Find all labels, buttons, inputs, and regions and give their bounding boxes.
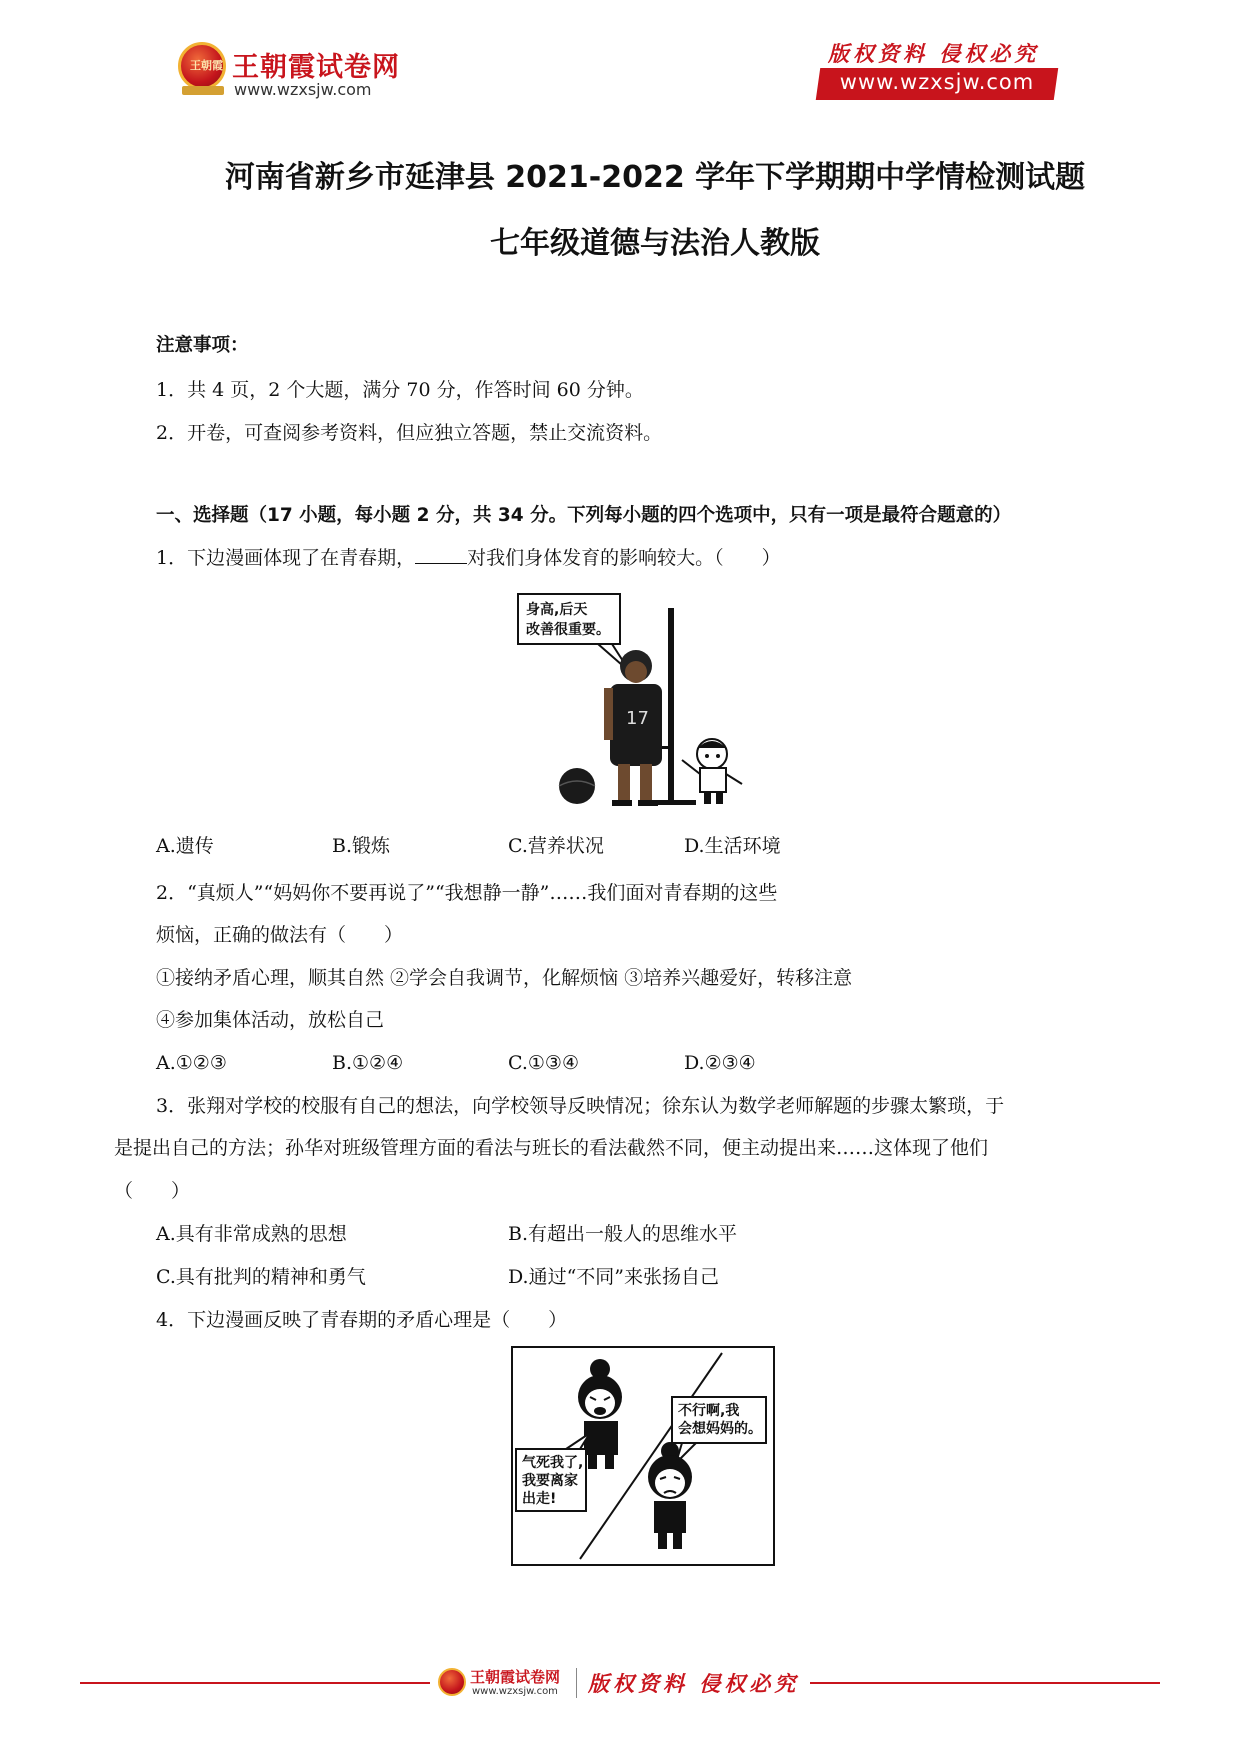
q1-option-a[interactable]: A.遗传 <box>156 835 214 857</box>
question-4-stem: 4．下边漫画反映了青春期的矛盾心理是（ ） <box>156 1309 568 1331</box>
footer-separator <box>576 1668 577 1698</box>
speech-line-1: 身高,后天 <box>526 602 588 618</box>
question-3-stem-2: 是提出自己的方法；孙华对班级管理方面的看法与班长的看法截然不同，便主动提出来……这体现了他们 <box>114 1137 989 1159</box>
notice-heading: 注意事项： <box>156 335 249 356</box>
footer-rights-notice: 版权资料 侵权必究 <box>588 1671 800 1696</box>
speech-line-2: 改善很重要。 <box>526 622 610 638</box>
brand-url: www.wzxsjw.com <box>234 80 372 99</box>
footer-brand-name: 王朝霞试卷网 <box>470 1668 561 1686</box>
brand-name: 王朝霞试卷网 <box>232 52 400 83</box>
q2-option-d[interactable]: D.②③④ <box>684 1052 756 1074</box>
q1-option-b[interactable]: B.锻炼 <box>332 835 391 857</box>
exam-subtitle: 七年级道德与法治人教版 <box>490 226 820 261</box>
left-speech-line-2: 我要离家 <box>522 1473 578 1489</box>
notice-item-1: 1．共 4 页，2 个大题，满分 70 分，作答时间 60 分钟。 <box>156 379 644 401</box>
rights-notice: 版权资料 侵权必究 <box>828 41 1040 66</box>
question-1-stem <box>156 545 781 571</box>
q2-option-c[interactable]: C.①③④ <box>508 1052 579 1074</box>
footer-rule-left <box>80 1682 430 1684</box>
answer-blank <box>415 545 467 564</box>
right-speech-line-1: 不行啊,我 <box>678 1403 740 1419</box>
notice-item-2: 2．开卷，可查阅参考资料，但应独立答题，禁止交流资料。 <box>156 422 663 444</box>
measuring-pole <box>668 608 674 804</box>
q3-option-c[interactable]: C.具有批判的精神和勇气 <box>156 1266 366 1288</box>
jersey-number: 17 <box>626 708 649 729</box>
small-boy-body <box>700 768 726 792</box>
left-speech-line-3: 出走! <box>522 1491 557 1507</box>
question-1-stem-after: 对我们身体发育的影响较大。（ ） <box>467 547 781 569</box>
q3-option-a[interactable]: A.具有非常成熟的思想 <box>156 1223 347 1245</box>
q3-option-b[interactable]: B.有超出一般人的思维水平 <box>508 1223 738 1245</box>
angry-girl-body <box>584 1421 618 1455</box>
q3-option-d[interactable]: D.通过“不同”来张扬自己 <box>508 1266 720 1288</box>
q2-option-b[interactable]: B.①②④ <box>332 1052 404 1074</box>
footer-brand-url: www.wzxsjw.com <box>472 1686 558 1697</box>
question-2-stem-1: 2．“真烦人”“妈妈你不要再说了”“我想静一静”……我们面对青春期的这些 <box>156 882 778 904</box>
left-speech-line-1: 气死我了, <box>522 1455 584 1471</box>
question-2-items-1: ①接纳矛盾心理，顺其自然 ②学会自我调节，化解烦恼 ③培养兴趣爱好，转移注意 <box>156 967 853 989</box>
question-2-items-2: ④参加集体活动，放松自己 <box>156 1009 385 1031</box>
footer-rule-right <box>810 1682 1160 1684</box>
comic-contradictory-mind <box>510 1345 776 1567</box>
q1-option-c[interactable]: C.营养状况 <box>508 835 604 857</box>
url-banner-text: www.wzxsjw.com <box>839 70 1035 94</box>
q2-option-a[interactable]: A.①②③ <box>156 1052 227 1074</box>
comic-height-growth <box>512 588 774 814</box>
basketball-icon <box>559 768 595 804</box>
footer-logo <box>438 1668 466 1696</box>
brand-logo: 王朝霞 <box>178 42 226 90</box>
logo-ribbon <box>182 86 224 95</box>
sad-girl-body <box>654 1501 686 1533</box>
question-1-stem-before: 1．下边漫画体现了在青春期， <box>156 547 416 569</box>
question-2-stem-2: 烦恼，正确的做法有（ ） <box>156 924 404 946</box>
section-heading: 一、选择题（17 小题，每小题 2 分，共 34 分。下列每小题的四个选项中，只有一项是最符合题意的） <box>156 505 1012 526</box>
question-3-stem-1: 3．张翔对学校的校服有自己的想法，向学校领导反映情况；徐东认为数学老师解题的步骤太繁琐，于 <box>156 1095 1005 1117</box>
right-speech-line-2: 会想妈妈的。 <box>678 1421 762 1437</box>
question-3-stem-3: （ ） <box>114 1180 191 1202</box>
exam-title: 河南省新乡市延津县 2021-2022 学年下学期期中学情检测试题 <box>224 160 1086 195</box>
q1-option-d[interactable]: D.生活环境 <box>684 835 781 857</box>
